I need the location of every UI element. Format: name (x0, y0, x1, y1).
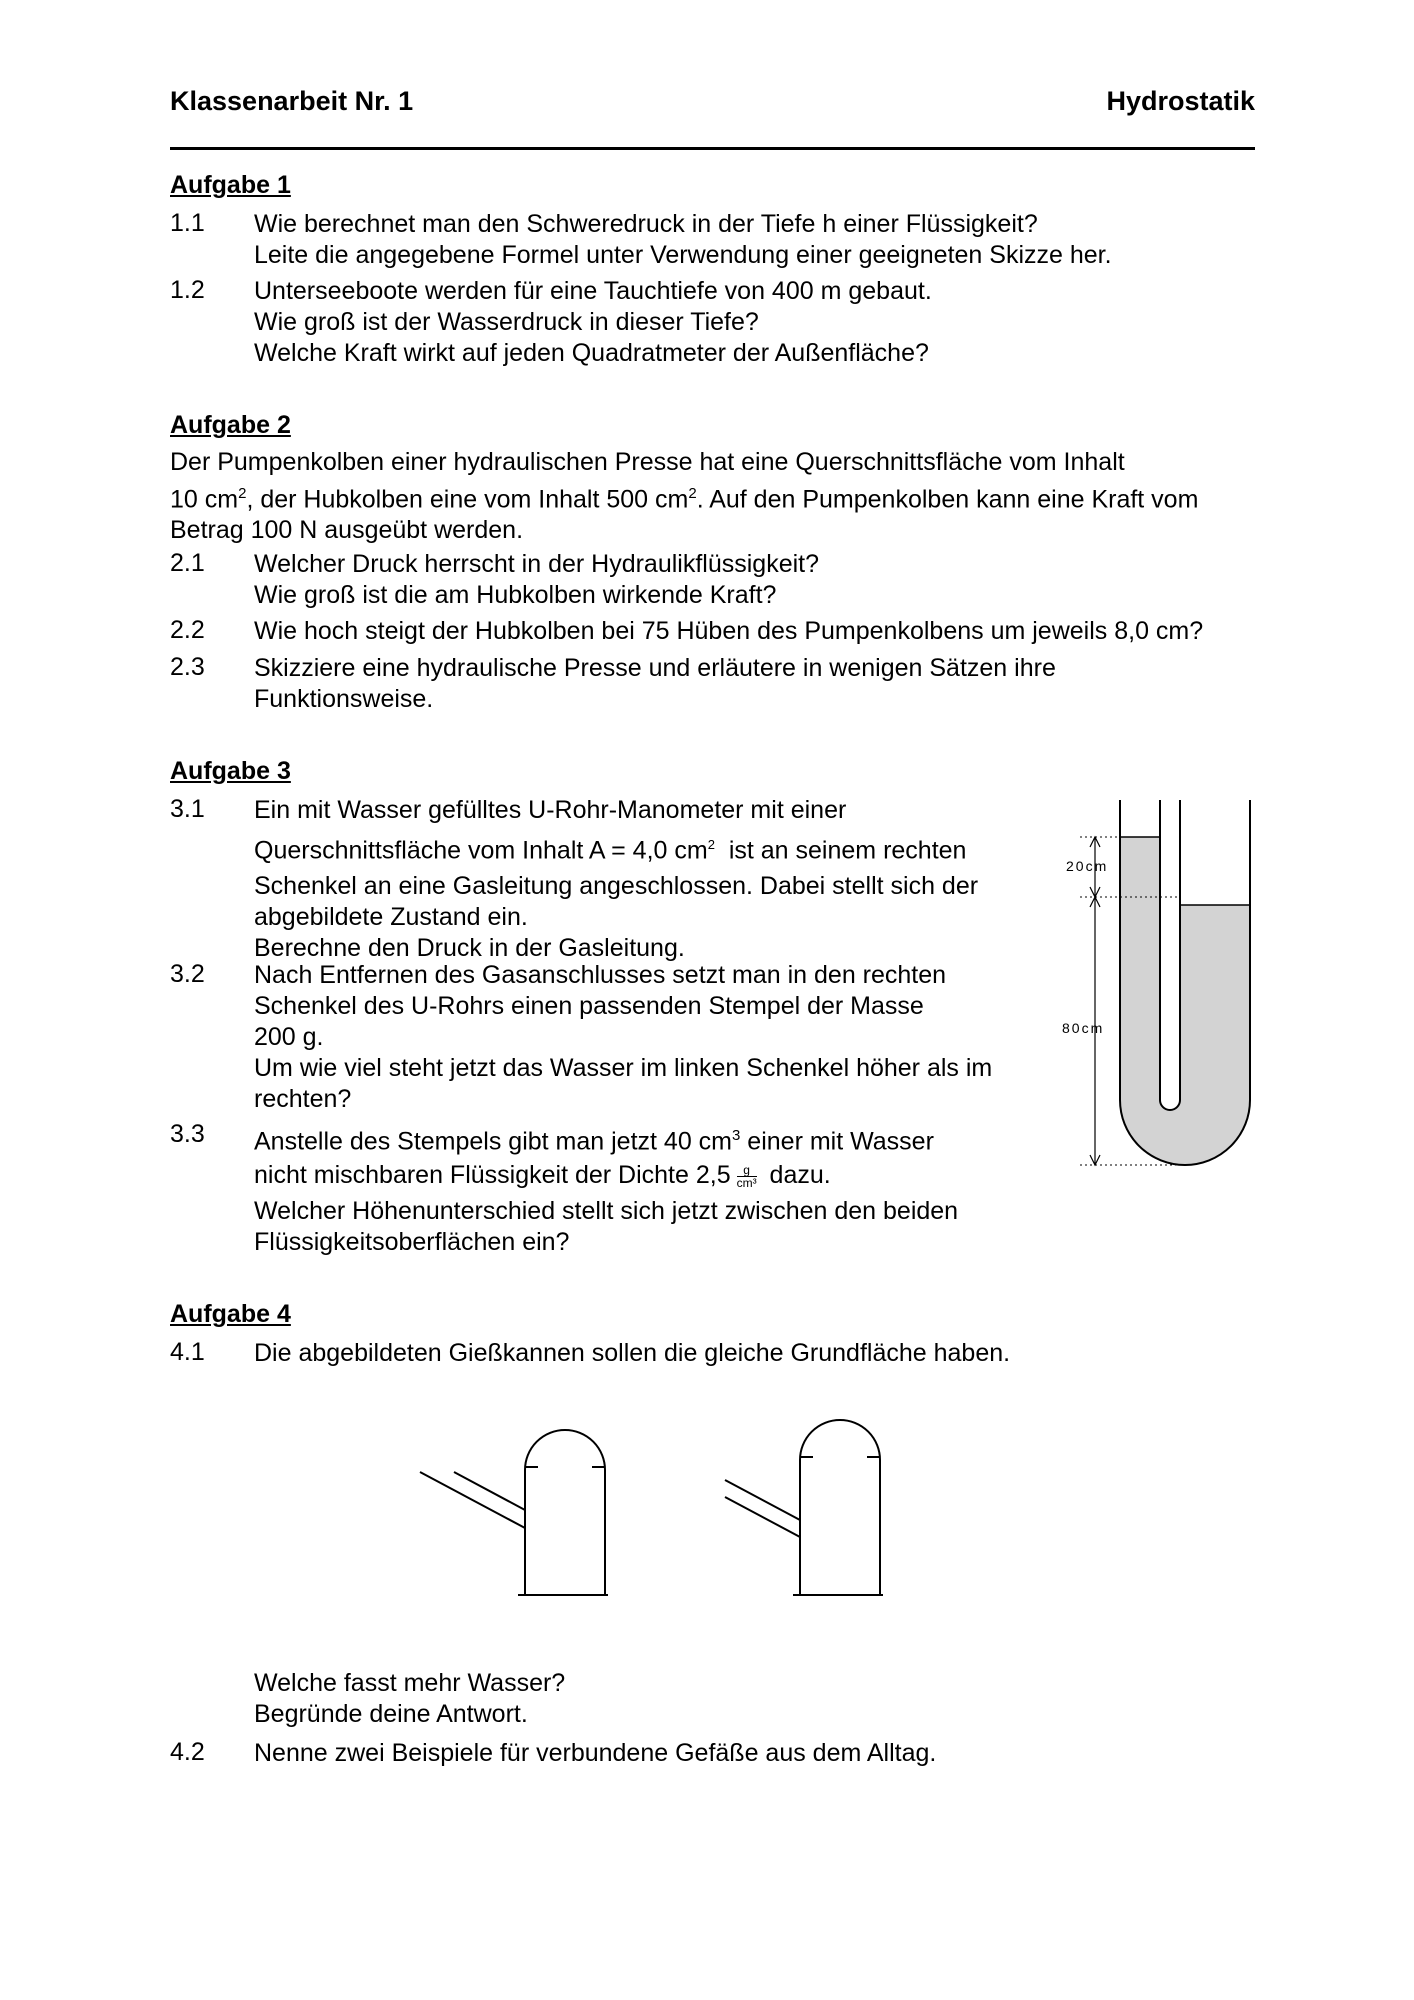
fraction-numerator: g (743, 1163, 750, 1178)
item-line: Nach Entfernen des Gasanschlusses setzt man in den rechten (254, 961, 947, 989)
item-line: Welcher Druck herrscht in der Hydraulikflüssigkeit? (254, 550, 820, 578)
item-fragment: dazu. (762, 1161, 831, 1190)
item-text-3-3 (254, 1120, 958, 1258)
item-text-4-2 (254, 1738, 936, 1769)
item-line: Skizziere eine hydraulische Presse und erläutere in wenigen Sätzen ihre (254, 654, 1056, 682)
superscript: 2 (707, 837, 715, 852)
item-number-2-2: 2.2 (170, 616, 205, 644)
u-tube-manometer-figure (1050, 795, 1260, 1185)
item-text-1-1 (254, 209, 1112, 271)
section-heading-2: Aufgabe 2 (170, 411, 291, 439)
watering-can-left (420, 1430, 608, 1595)
item-line: Flüssigkeitsoberflächen ein? (254, 1228, 570, 1257)
item-line: Wie groß ist der Wasserdruck in dieser Tiefe? (254, 308, 759, 336)
section-heading-4: Aufgabe 4 (170, 1300, 291, 1328)
item-line: 200 g. (254, 1023, 324, 1051)
item-line: Wie berechnet man den Schweredruck in der Tiefe h einer Flüssigkeit? (254, 210, 1038, 238)
header-divider (170, 147, 1255, 150)
item-number-1-1: 1.1 (170, 209, 205, 237)
intro-fragment: 10 cm (170, 485, 239, 514)
item-line (254, 1160, 958, 1191)
item-fragment: ist an seinem rechten (714, 836, 967, 865)
item-text-3-2 (254, 960, 992, 1115)
intro-line: Der Pumpenkolben einer hydraulischen Presse hat eine Querschnittsfläche vom Inhalt (170, 448, 1125, 476)
intro-line: Betrag 100 N ausgeübt werden. (170, 516, 524, 545)
item-line: Schenkel des U-Rohrs einen passenden Stempel der Masse (254, 992, 924, 1020)
item-line: Um wie viel steht jetzt das Wasser im linken Schenkel höher als im (254, 1054, 993, 1082)
item-line: abgebildete Zustand ein. (254, 903, 528, 932)
item-text-2-2 (254, 616, 1203, 647)
item-line: Begründe deine Antwort. (254, 1700, 528, 1728)
dimension-label-top: 20cm (1066, 858, 1109, 874)
item-line: Unterseeboote werden für eine Tauchtiefe von 400 m gebaut. (254, 277, 932, 305)
item-fragment: einer mit Wasser (740, 1127, 934, 1156)
item-line: rechten? (254, 1085, 352, 1113)
item-text-1-2 (254, 276, 932, 369)
header-topic: Hydrostatik (1106, 86, 1255, 116)
item-number-4-1: 4.1 (170, 1338, 205, 1366)
density-unit-fraction (737, 1164, 757, 1189)
item-line (254, 1120, 958, 1157)
item-line: Wie hoch steigt der Hubkolben bei 75 Hüben des Pumpenkolbens um jeweils 8,0 cm? (254, 617, 1204, 645)
intro-fragment: . Auf den Pumpenkolben kann eine Kraft vom (696, 485, 1199, 514)
watering-cans-figure (410, 1410, 910, 1610)
water-fill (1120, 837, 1250, 1165)
section-heading-1: Aufgabe 1 (170, 171, 291, 199)
intro-fragment: , der Hubkolben eine vom Inhalt 500 cm (246, 485, 689, 514)
item-line: Wie groß ist die am Hubkolben wirkende Kraft? (254, 581, 777, 609)
header-title: Klassenarbeit Nr. 1 (170, 86, 414, 116)
dimension-label-bottom: 80cm (1062, 1020, 1105, 1036)
item-line: Nenne zwei Beispiele für verbundene Gefäße aus dem Alltag. (254, 1739, 937, 1767)
fraction-denominator: cm³ (736, 1176, 757, 1191)
item-fragment: Querschnittsfläche vom Inhalt A = 4,0 cm (254, 836, 708, 865)
item-number-2-1: 2.1 (170, 549, 205, 577)
tube-inner-wall (1160, 800, 1180, 1110)
item-number-3-1: 3.1 (170, 795, 205, 823)
item-number-3-2: 3.2 (170, 960, 205, 988)
item-text-4-1-question (254, 1668, 565, 1730)
item-text-3-1 (254, 795, 978, 964)
superscript: 2 (238, 485, 247, 502)
item-line (254, 829, 978, 866)
item-line: Welche fasst mehr Wasser? (254, 1669, 566, 1697)
item-number-3-3: 3.3 (170, 1120, 205, 1148)
item-line: Ein mit Wasser gefülltes U-Rohr-Manometer mit einer (254, 796, 847, 824)
item-text-2-3 (254, 653, 1056, 715)
item-number-4-2: 4.2 (170, 1738, 205, 1766)
item-fragment: nicht mischbaren Flüssigkeit der Dichte 2,5 (254, 1161, 731, 1190)
superscript: 3 (732, 1127, 741, 1144)
watering-can-right (725, 1420, 883, 1595)
item-number-2-3: 2.3 (170, 653, 205, 681)
item-line: Welcher Höhenunterschied stellt sich jetzt zwischen den beiden (254, 1197, 959, 1226)
item-line: Die abgebildeten Gießkannen sollen die gleiche Grundfläche haben. (254, 1339, 1011, 1367)
item-line: Funktionsweise. (254, 685, 434, 713)
superscript: 2 (688, 485, 697, 502)
item-fragment: Anstelle des Stempels gibt man jetzt 40 cm (254, 1127, 733, 1156)
item-text-2-1 (254, 549, 819, 611)
item-line: Schenkel an eine Gasleitung angeschlossen. Dabei stellt sich der (254, 872, 979, 901)
item-text-4-1 (254, 1338, 1010, 1369)
item-line: Berechne den Druck in der Gasleitung. (254, 934, 685, 963)
intro-text-2 (170, 447, 1198, 546)
item-number-1-2: 1.2 (170, 276, 205, 304)
intro-line (170, 478, 1198, 515)
item-line: Leite die angegebene Formel unter Verwendung einer geeigneten Skizze her. (254, 241, 1112, 269)
item-line: Welche Kraft wirkt auf jeden Quadratmeter der Außenfläche? (254, 339, 929, 367)
section-heading-3: Aufgabe 3 (170, 757, 291, 785)
